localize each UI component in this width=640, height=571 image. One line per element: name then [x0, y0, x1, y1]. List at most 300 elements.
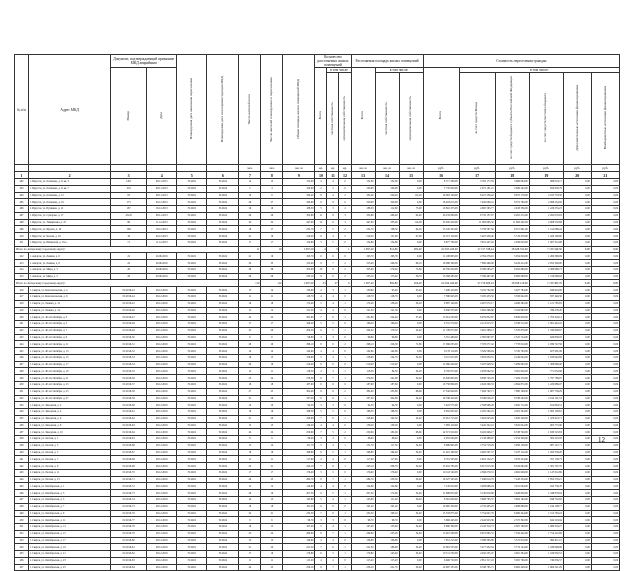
- cell-cf: 2 138 488,07: [459, 436, 495, 443]
- table-row: [15, 273, 620, 280]
- cell-c: 4 955 040,00: [423, 436, 459, 443]
- cell-qp: 6: [327, 314, 339, 321]
- cell-plan: IV.2022: [177, 517, 207, 524]
- cell-c: 12 571 120,00: [423, 233, 459, 240]
- cell-am: 67,60: [399, 233, 423, 240]
- cell-ap: 154,80: [375, 239, 399, 246]
- cell-q: 6: [315, 192, 327, 199]
- cell-c: 10 311 530,00: [423, 551, 459, 558]
- cell-plan: IV.2022: [177, 381, 207, 388]
- cell-qp: 4: [327, 496, 339, 503]
- cell-qp: 7: [327, 375, 339, 382]
- cell-r1: 20: [239, 361, 261, 368]
- cell-area: 193,70: [283, 253, 315, 260]
- cell-cr: 8 672 170,00: [495, 192, 529, 199]
- cell-c: 8 877 780,00: [423, 239, 459, 246]
- cell-area: 302,40: [283, 388, 315, 395]
- cell-addr: г. Свирск, ул. 40 лет Октября, д. 13: [29, 348, 111, 355]
- cell-r2: 14: [261, 348, 283, 355]
- cell-a: 232,50: [351, 510, 375, 517]
- cell-cr: 4 602 648,00: [495, 469, 529, 476]
- cell-cf: 3 388 393,99: [459, 537, 495, 544]
- cell-date: 08.11.2013: [147, 185, 177, 192]
- cell-addr: г. Свирск, ул. Октябрьская, д. 21: [29, 551, 111, 558]
- cell-cr: 7 428 354,00: [495, 476, 529, 483]
- cell-cr: 4 988 808,00: [495, 503, 529, 510]
- cell-dem: IV.2024: [207, 212, 239, 219]
- cell-plan: IV.2022: [177, 239, 207, 246]
- cell-qm: 2: [339, 260, 351, 267]
- cell-qm: 0: [339, 469, 351, 476]
- cell-qp: 5: [327, 226, 339, 233]
- cell-am: 204,40: [399, 280, 423, 287]
- cell-ap: 191,20: [375, 503, 399, 510]
- cell-plan: IV.2022: [177, 415, 207, 422]
- cell-cl: 948 732,63: [529, 496, 563, 503]
- cell-ce: 0,00: [563, 463, 591, 470]
- cell-c: 6 606 720,00: [423, 557, 459, 564]
- cell-area: 250,60: [283, 429, 315, 436]
- cell-area: 158,90: [283, 354, 315, 361]
- cell-addr: г. Свирск, ул. Октябрьская, д. 23: [29, 557, 111, 564]
- cell-cf: 6 338 765,71: [459, 564, 495, 571]
- cell-r2: 25: [261, 476, 283, 483]
- cell-r2: 18: [261, 503, 283, 510]
- cell-addr: г. Свирск, ул. Октябрьская, д. 1: [29, 483, 111, 490]
- cell-ap: 302,80: [375, 395, 399, 402]
- table-row: [15, 409, 620, 416]
- cell-r2: 16: [261, 551, 283, 558]
- cell-ap: 136,90: [375, 537, 399, 544]
- cell-area: 100,00: [283, 185, 315, 192]
- cell-a: 332,40: [351, 192, 375, 199]
- unit-cell: кв. м: [375, 165, 399, 172]
- header-rooms-municipal: муниципальная собственность: [339, 73, 351, 165]
- cell-dem: IV.2024: [207, 300, 239, 307]
- table-row: [15, 260, 620, 267]
- cell-addr: г. Свирск, ул. Октябрьская, д. 17: [29, 537, 111, 544]
- cell-area: 130,60: [283, 287, 315, 294]
- cell-dem: IV.2024: [207, 395, 239, 402]
- cell-plan: IV.2022: [177, 199, 207, 206]
- cell-area: 188,50: [283, 206, 315, 213]
- cell-cr: 3 076 254,00: [495, 456, 529, 463]
- cell-cl: 890 811,01: [529, 537, 563, 544]
- cell-ap: 115,20: [375, 557, 399, 564]
- cell-cn: 0,00: [591, 503, 619, 510]
- cell-r2: 9: [261, 334, 283, 341]
- cell-cn: 0,00: [591, 212, 619, 219]
- resettlement-table: [14, 54, 620, 571]
- cell-dem: IV.2024: [207, 517, 239, 524]
- cell-q: 6: [315, 490, 327, 497]
- cell-dem: IV.2024: [207, 415, 239, 422]
- cell-ap: 192,50: [375, 415, 399, 422]
- header-area-private: частная собственность: [375, 73, 399, 165]
- cell-date: 28.12.2016: [147, 510, 177, 517]
- cell-q: 11: [315, 212, 327, 219]
- cell-plan: IV.2022: [177, 530, 207, 537]
- cell-cr: 5 408 856,00: [495, 490, 529, 497]
- cell-a: 145,80: [351, 496, 375, 503]
- cell-ce: 0,00: [563, 314, 591, 321]
- cell-q: 6: [315, 503, 327, 510]
- cell-qm: 0: [339, 199, 351, 206]
- cell-cl: 1 630 523,83: [529, 429, 563, 436]
- cell-c: 19 063 140,00: [423, 192, 459, 199]
- cell-addr: г. Свирск, ул. 40 лет Октября, д. 3: [29, 314, 111, 321]
- cell-cr: 4 918 356,00: [495, 206, 529, 213]
- cell-cn: 0,00: [591, 327, 619, 334]
- cell-am: 0,00: [399, 361, 423, 368]
- cell-r2: 21: [261, 510, 283, 517]
- cell-addr: г. Свирск, ул. Заводская, д. 4: [29, 409, 111, 416]
- cell-cr: 3 804 192,00: [495, 496, 529, 503]
- cell-q: 6: [315, 361, 327, 368]
- cell-cn: 0,00: [591, 490, 619, 497]
- cell-n: 413: [15, 260, 29, 267]
- cell-am: 0,00: [399, 334, 423, 341]
- cell-qp: 4: [327, 300, 339, 307]
- cell-qp: 3: [327, 517, 339, 524]
- cell-addr: г. Ангарск, ул. Мира, д. 3: [29, 266, 111, 273]
- cell-area: 221,30: [283, 544, 315, 551]
- cell-plan: IV.2022: [177, 361, 207, 368]
- cell-cf: 4 643 299,53: [459, 381, 495, 388]
- cell-r2: 16: [261, 409, 283, 416]
- table-row: [15, 287, 620, 294]
- cell-r1: 25: [239, 375, 261, 382]
- cell-ce: 0,00: [563, 422, 591, 429]
- cell-n: 403: [15, 185, 29, 192]
- cell-cf: 2 918 152,27: [459, 456, 495, 463]
- cell-qp: 8: [327, 199, 339, 206]
- cell-q: 7: [315, 314, 327, 321]
- table-row: [15, 503, 620, 510]
- cell-date: 28.12.2016: [147, 524, 177, 531]
- cell-ap: 814,80: [375, 246, 399, 253]
- cell-n: 407: [15, 212, 29, 219]
- cell-plan: IV.2022: [177, 375, 207, 382]
- cell-plan: IV.2022: [177, 233, 207, 240]
- cell-r2: 26: [261, 341, 283, 348]
- cell-area: 1 097,20: [283, 280, 315, 287]
- table-row: [15, 185, 620, 192]
- cell-q: 7: [315, 510, 327, 517]
- cell-ce: 0,00: [563, 449, 591, 456]
- cell-area: 145,80: [283, 496, 315, 503]
- cell-cf: 5 130 919,96: [459, 490, 495, 497]
- cell-r2: 26: [261, 273, 283, 280]
- cell-no: 01/2016-59: [111, 395, 147, 402]
- column-number-cell: 16: [423, 172, 459, 179]
- table-row: [15, 219, 620, 226]
- cell-no: 01/2016-83: [111, 557, 147, 564]
- cell-cn: 0,00: [591, 544, 619, 551]
- cell-r2: 14: [261, 442, 283, 449]
- cell-cn: 0,00: [591, 300, 619, 307]
- cell-ap: 121,30: [375, 307, 399, 314]
- cell-qm: 1: [339, 524, 351, 531]
- cell-qm: 1: [339, 300, 351, 307]
- cell-am: 0,00: [399, 537, 423, 544]
- cell-no: 22: [111, 253, 147, 260]
- header-rooms-private: частная собственность: [327, 73, 339, 165]
- cell-n: 419: [15, 307, 29, 314]
- cell-a: 337,20: [351, 395, 375, 402]
- cell-addr: г. Свирск, ул. 40 лет Октября, д. 7: [29, 327, 111, 334]
- cell-cl: 749 636,57: [529, 557, 563, 564]
- cell-c: 62 924 420,00: [423, 280, 459, 287]
- cell-r2: 19: [261, 253, 283, 260]
- unit-cell: чел.: [239, 165, 261, 172]
- cell-no: 01/2016-71: [111, 476, 147, 483]
- cell-dem: IV.2024: [207, 503, 239, 510]
- cell-cl: 1 939 747,58: [529, 341, 563, 348]
- cell-c: 8 699 995,00: [423, 442, 459, 449]
- cell-area: 86,40: [283, 436, 315, 443]
- cell-qm: 0: [339, 381, 351, 388]
- cell-a: 168,30: [351, 409, 375, 416]
- cell-qm: 1: [339, 530, 351, 537]
- cell-a: 98,70: [351, 517, 375, 524]
- cell-am: 0,00: [399, 402, 423, 409]
- cell-r2: 17: [261, 239, 283, 246]
- cell-a: 128,70: [351, 294, 375, 301]
- cell-n: 437: [15, 429, 29, 436]
- cell-cr: 28 628 532,00: [495, 246, 529, 253]
- cell-n: 446: [15, 490, 29, 497]
- cell-c: 9 600 390,00: [423, 524, 459, 531]
- cell-q: 9: [315, 260, 327, 267]
- cell-ce: 0,00: [563, 334, 591, 341]
- table-row: [15, 354, 620, 361]
- cell-a: 298,10: [351, 341, 375, 348]
- cell-cl: 1 226 553,23: [529, 206, 563, 213]
- cell-qm: 1: [339, 449, 351, 456]
- cell-n: 402: [15, 179, 29, 186]
- cell-cr: 2 575 302,00: [495, 517, 529, 524]
- cell-addr: г. Свирск, ул. Октябрьская, д. 15: [29, 530, 111, 537]
- cell-am: 68,60: [399, 429, 423, 436]
- cell-ce: 0,00: [563, 456, 591, 463]
- cell-cr: 6 082 098,00: [495, 273, 529, 280]
- cell-n: 408: [15, 219, 29, 226]
- cell-no: 01/2016-72: [111, 483, 147, 490]
- cell-cl: 1 220 688,47: [529, 381, 563, 388]
- cell-ap: 100,00: [375, 185, 399, 192]
- cell-cr: 7 890 198,00: [495, 388, 529, 395]
- cell-c: 6 761 565,00: [423, 456, 459, 463]
- cell-addr: г. Свирск, ул. 40 лет Октября, д. 25: [29, 388, 111, 395]
- cell-no: 01/2016-48: [111, 321, 147, 328]
- cell-area: 191,20: [283, 503, 315, 510]
- table-row: [15, 557, 620, 564]
- cell-no: 01/2016-56: [111, 375, 147, 382]
- cell-am: 34,40: [399, 327, 423, 334]
- cell-cr: 4 039 020,00: [495, 239, 529, 246]
- cell-area: 232,50: [283, 510, 315, 517]
- cell-ap: 250,30: [375, 476, 399, 483]
- header-cost-extra: Дополнительные источники финансирования: [563, 73, 591, 165]
- cell-area: 276,30: [283, 375, 315, 382]
- cell-r1: 26: [239, 476, 261, 483]
- cell-q: 5: [315, 469, 327, 476]
- cell-r2: 17: [261, 321, 283, 328]
- cell-n: 409: [15, 226, 29, 233]
- cell-qm: 2: [339, 429, 351, 436]
- cell-plan: IV.2022: [177, 294, 207, 301]
- header-document-group: Документ, подтверждающий признание МКД аварийным: [111, 55, 177, 68]
- cell-no: 01/2016-63: [111, 422, 147, 429]
- cell-no: 89: [111, 219, 147, 226]
- cell-a: 221,30: [351, 544, 375, 551]
- cell-no: 175: [111, 199, 147, 206]
- cell-ap: 241,90: [375, 375, 399, 382]
- header-doc-number: Номер: [111, 68, 147, 165]
- cell-area: 269,60: [283, 530, 315, 537]
- cell-dem: IV.2024: [207, 551, 239, 558]
- cell-cl: 1 516 689,94: [529, 273, 563, 280]
- cell-cr: 2 465 712,00: [495, 402, 529, 409]
- cell-r2: 18: [261, 449, 283, 456]
- cell-a: 315,40: [351, 260, 375, 267]
- cell-addr: г. Иркутск, ул. Осипенко, д. 16: [29, 199, 111, 206]
- cell-cn: 0,00: [591, 537, 619, 544]
- cell-cf: 3 529 506,94: [459, 348, 495, 355]
- cell-r2: 18: [261, 381, 283, 388]
- cell-cl: 837 449,50: [529, 294, 563, 301]
- cell-cl: 789 276,20: [529, 307, 563, 314]
- cell-r1: 16: [239, 409, 261, 416]
- cell-a: 1 097,20: [351, 280, 375, 287]
- table-row: [15, 321, 620, 328]
- cell-q: 5: [315, 239, 327, 246]
- cell-q: 4: [315, 456, 327, 463]
- cell-am: 0,00: [399, 294, 423, 301]
- cell-area: 151,70: [283, 442, 315, 449]
- cell-qm: 1: [339, 476, 351, 483]
- cell-a: 139,20: [351, 422, 375, 429]
- cell-cl: 1 348 879,04: [529, 490, 563, 497]
- cell-cf: 27 156 826,24: [459, 280, 495, 287]
- unit-cell: кв. м: [399, 165, 423, 172]
- table-row: [15, 368, 620, 375]
- cell-no: 01/2016-50: [111, 334, 147, 341]
- cell-n: 441: [15, 456, 29, 463]
- cell-no: 187: [111, 206, 147, 213]
- column-numbers-row: [15, 172, 620, 179]
- cell-cf: 3 932 930,31: [459, 354, 495, 361]
- cell-qp: 7: [327, 260, 339, 267]
- cell-ce: 0,00: [563, 212, 591, 219]
- cell-cl: 1 260 398,09: [529, 253, 563, 260]
- cell-area: 210,40: [283, 361, 315, 368]
- cell-ce: 0,00: [563, 219, 591, 226]
- table-row: [15, 233, 620, 240]
- cell-am: 112,20: [399, 192, 423, 199]
- cell-c: 15 014 230,00: [423, 314, 459, 321]
- cell-am: 71,80: [399, 341, 423, 348]
- cell-ce: 0,00: [563, 409, 591, 416]
- cell-no: 01/2016-81: [111, 544, 147, 551]
- cell-c: 10 965 320,00: [423, 503, 459, 510]
- cell-addr: г. Свирск, ул. Лесная, д. 11: [29, 469, 111, 476]
- cell-plan: IV.2022: [177, 483, 207, 490]
- cell-r2: 8: [261, 436, 283, 443]
- cell-cl: 905 775,90: [529, 422, 563, 429]
- cell-no: 01/2016-68: [111, 456, 147, 463]
- header-demolish-date: Планируемая дата сноса/реконструкции МКД: [207, 55, 239, 165]
- cell-addr: г. Свирск, ул. 40 лет Октября, д. 15: [29, 354, 111, 361]
- cell-addr: г. Свирск, ул. Лесная, д. 9: [29, 463, 111, 470]
- cell-a: 243,10: [351, 463, 375, 470]
- cell-plan: IV.2022: [177, 564, 207, 571]
- cell-cn: 0,00: [591, 280, 619, 287]
- unit-cell: кв. м: [351, 165, 375, 172]
- cell-area: 243,10: [283, 463, 315, 470]
- cell-cn: 0,00: [591, 266, 619, 273]
- cell-no: 1П-25: [111, 212, 147, 219]
- unit-cell: руб.: [495, 165, 529, 172]
- cell-n: 457: [15, 564, 29, 571]
- cell-a: 250,60: [351, 429, 375, 436]
- cell-ce: 0,00: [563, 375, 591, 382]
- cell-qm: 6: [339, 280, 351, 287]
- cell-c: 7 983 120,00: [423, 422, 459, 429]
- table-row: [15, 381, 620, 388]
- cell-cn: 0,00: [591, 557, 619, 564]
- cell-am: 0,00: [399, 348, 423, 355]
- cell-date: 28.12.2016: [147, 456, 177, 463]
- cell-am: 0,00: [399, 517, 423, 524]
- cell-dem: IV.2024: [207, 557, 239, 564]
- cell-am: 0,00: [399, 307, 423, 314]
- cell-q: 7: [315, 429, 327, 436]
- cell-q: 4: [315, 348, 327, 355]
- cell-n: 423: [15, 334, 29, 341]
- cell-q: 6: [315, 381, 327, 388]
- cell-qm: 1: [339, 287, 351, 294]
- cell-plan: IV.2022: [177, 449, 207, 456]
- cell-plan: IV.2022: [177, 476, 207, 483]
- cell-cf: 3 232 702,00: [459, 287, 495, 294]
- cell-am: 34,40: [399, 375, 423, 382]
- cell-q: 4: [315, 294, 327, 301]
- cell-q: 4: [315, 422, 327, 429]
- cell-ce: 0,00: [563, 436, 591, 443]
- cell-qm: 3: [339, 212, 351, 219]
- table-row: [15, 212, 620, 219]
- cell-qm: 0: [339, 436, 351, 443]
- cell-cn: 0,00: [591, 192, 619, 199]
- cell-am: 34,40: [399, 415, 423, 422]
- header-area-total: Общая площадь жилых помещений МКД: [283, 55, 315, 165]
- cell-a: 233,10: [351, 273, 375, 280]
- cell-n: 410: [15, 233, 29, 240]
- cell-cn: 0,00: [591, 185, 619, 192]
- cell-c: 9 887 140,00: [423, 300, 459, 307]
- cell-addr: г. Иркутск, ул. Чехова, д. 19: [29, 233, 111, 240]
- cell-qm: 0: [339, 503, 351, 510]
- cell-cn: 0,00: [591, 409, 619, 416]
- cell-no: 01/2016-60: [111, 402, 147, 409]
- cell-area: 96,80: [283, 334, 315, 341]
- cell-no: 01/2016-44: [111, 294, 147, 301]
- cell-addr: г. Свирск, ул. Лесная, д. 13: [29, 476, 111, 483]
- cell-r1: 19: [239, 300, 261, 307]
- cell-ap: 145,40: [375, 551, 399, 558]
